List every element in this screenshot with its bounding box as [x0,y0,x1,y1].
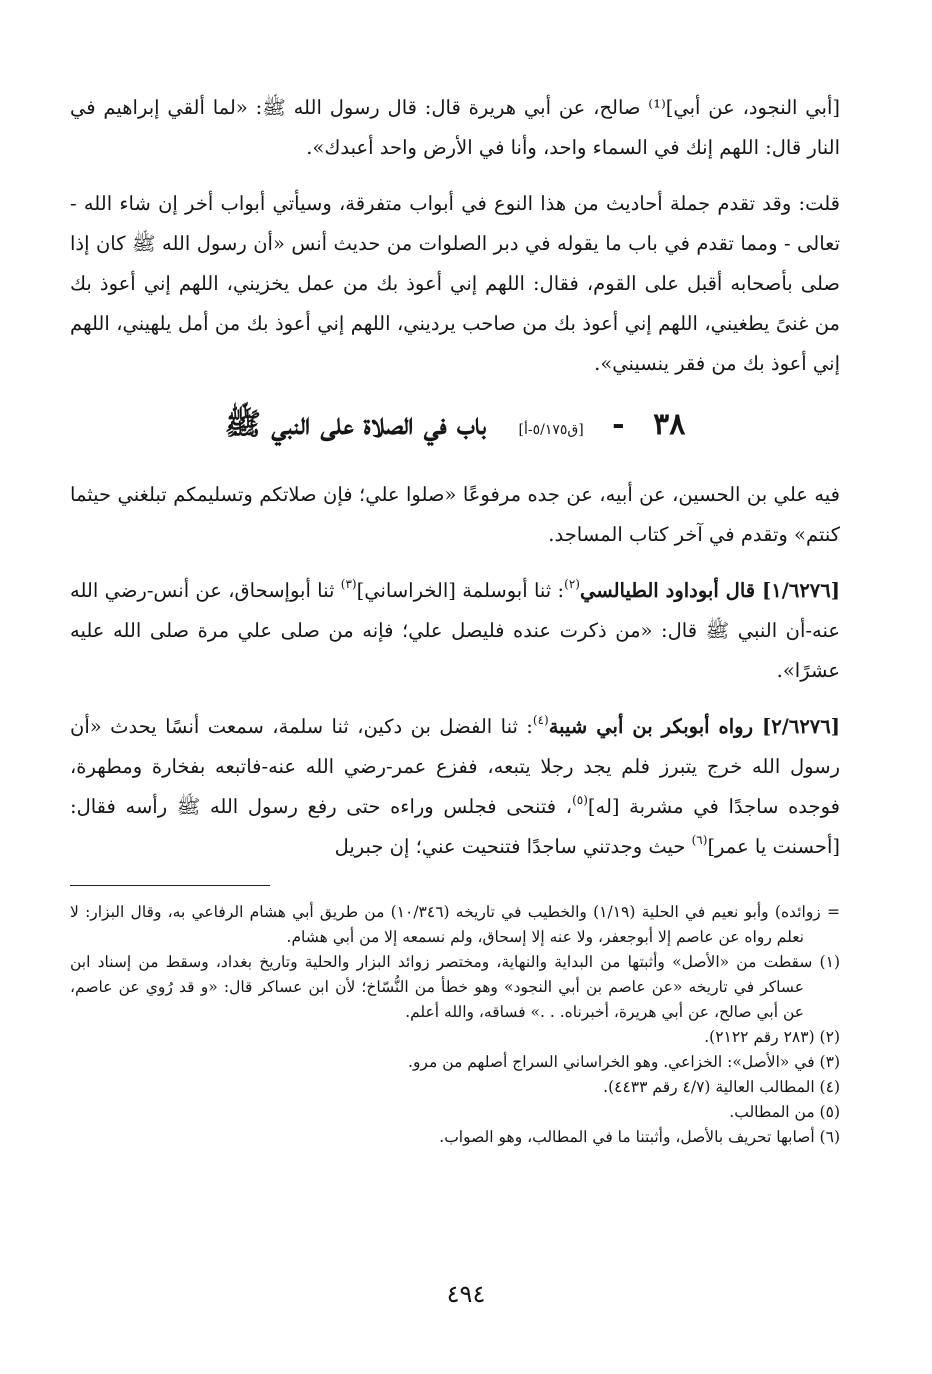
paragraph-2: قلت: وقد تقدم جملة أحاديث من هذا النوع في أبواب متفرقة، وسيأتي أبواب أخر إن شاء الله - تعالى - ومما تقدم في باب ما يقوله في دبر الصلوات من حديث أنس «أن رسول الله ﷺ كان إذا صلى بأصحابه أقبل على القوم، فقال: اللهم إني أعوذ بك من عمل يخزيني، اللهم إني أعوذ بك من غنىً يطغيني، اللهم إني أعوذ بك من صاحب يرديني، اللهم إني أعوذ بك من أمل يلهيني، اللهم إني أعوذ بك من فقر ينسيني». [70,192,840,375]
hadith-1-text-a: : ثنا أبوسلمة [الخراساني] [356,579,565,602]
footnote-continued: = زوائده) وأبو نعيم في الحلية (١/١٩) والخطيب في تاريخه (١٠/٣٤٦) من طريق أبي هشام الرفاعي به، وقال البزار: لا نعلم رواه عن عاصم إلا أبوجعفر، ولا عنه إلا إسحاق، ولم نسمعه إلا من أبي هشام. [70,903,840,946]
footnotes [70,900,840,1150]
footnote-6: (٦) أصابها تحريف بالأصل، وأثبتنا ما في المطالب، وهو الصواب. [439,1128,840,1146]
footnote-separator [70,885,270,886]
hadith-2-lead: [٢/٦٢٧٦] رواه أبوبكر بن أبي شيبة [548,715,840,738]
footnote-2: (٢) (٢٨٣ رقم ٢١٢٢). [704,1028,840,1046]
footnote-4: (٤) المطالب العالية (٤/٧ رقم ٤٤٣٣). [603,1078,840,1096]
hadith-2-text-b: ، فتنحى فجلس وراءه حتى رفع رسول الله ﷺ رأسه فقال: [أحسنت يا عمر] [70,795,840,858]
chapter-number: ٣٨ [653,407,686,442]
chapter-dash: - [612,407,625,442]
hadith-1-text-b: ثنا أبوإسحاق، عن أنس-رضي الله عنه-أن النبي ﷺ قال: «من ذكرت عنده فليصل علي؛ فإنه من صلى علي مرة صلى الله عليه عشرًا». [70,579,840,682]
page-body [70,88,840,1374]
footnote-ref-6: (٦) [691,833,708,847]
hadith-1-lead: [١/٦٢٧٦] قال أبوداود الطيالسي [579,579,840,602]
footnote-5: (٥) من المطالب. [729,1103,840,1121]
footnote-ref-3: (٣) [340,577,357,591]
paragraph-3: فيه علي بن الحسين، عن أبيه، عن جده مرفوعًا «صلوا علي؛ فإن صلاتكم وتسليمكم تبلغني حيثما كنتم» وتقدم في آخر كتاب المساجد. [70,483,840,546]
chapter-title: باب في الصلاة على النبي ﷺ [224,407,487,442]
hadith-2-text-c: حيث وجدتني ساجدًا فتنحيت عني؛ إن جبريل [334,835,692,858]
chapter-heading [70,400,840,455]
footnote-3: (٣) في «الأصل»: الخزاعي. وهو الخراساني السراج أصلهم من مرو. [408,1053,840,1071]
hadith-1 [70,571,840,691]
paragraph-1: [أبي النجود، عن أبي]⁽¹⁾ صالح، عن أبي هريرة قال: قال رسول الله ﷺ: «لما ألقي إبراهيم في النار قال: اللهم إنك في السماء واحد، وأنا في الأرض واحد أعبدك». [70,96,840,159]
footnote-ref-5: (٥) [572,793,588,807]
footnote-ref-4: (٤) [532,713,549,727]
manuscript-reference: [ق٥/١٧٥-أ] [518,422,584,438]
footnote-1: (١) سقطت من «الأصل» وأثبتها من البداية والنهاية، ومختصر زوائد البزار والحلية وتاريخ بغداد، وسقط من إسناد ابن عساكر في تاريخه «عن عاصم بن أبي النجود» وهو خطأ من النُّسّاخ؛ لأن ابن عساكر قال: «و قد رُوي عن عاصم، عن أبي صالح، عن أبي هريرة، أخبرناه. . .» فساقه، والله أعلم. [70,953,840,1021]
hadith-2 [70,707,840,867]
footnote-ref-2: (٢) [564,577,580,591]
hadith-2-text-a: : ثنا الفضل بن دكين، ثنا سلمة، سمعت أنسًا يحدث «أن رسول الله خرج يتبرز فلم يجد رجلا يتبعه، ففزع عمر-رضي الله عنه-فاتبعه بفخارة ومطهرة، فوجده ساجدًا في مشربة [له] [70,715,840,818]
page-number: ٤٩٤ [446,1280,486,1308]
